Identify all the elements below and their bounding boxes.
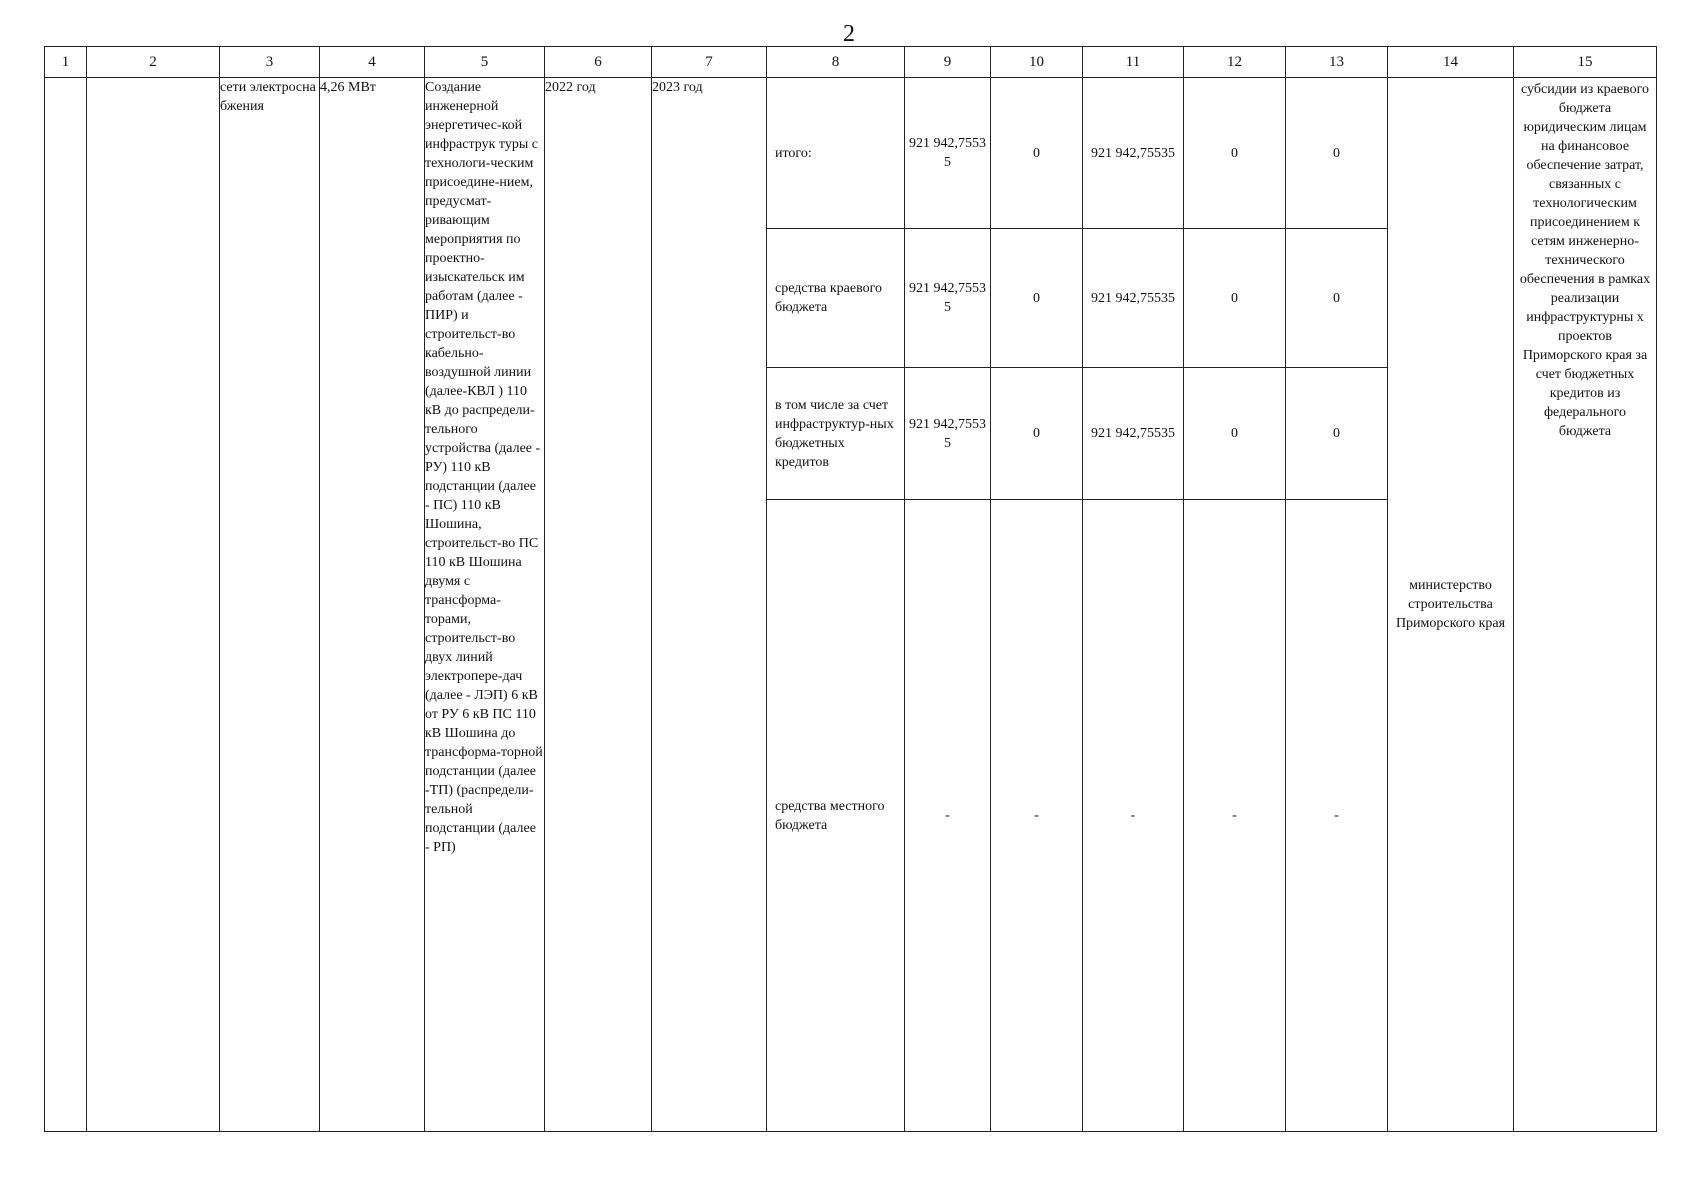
cell-source-label: в том числе за счет инфраструктур-ных бюджетных кредитов xyxy=(767,368,905,500)
cell-col12: 0 xyxy=(1184,229,1286,368)
header-col-4: 4 xyxy=(320,47,425,78)
cell-col10: 0 xyxy=(991,78,1083,229)
cell-col13: 0 xyxy=(1286,78,1388,229)
cell-col13: 0 xyxy=(1286,229,1388,368)
header-row xyxy=(45,47,1657,78)
cell-col12: - xyxy=(1184,500,1286,1132)
cell-col10: 0 xyxy=(991,368,1083,500)
header-col-12: 12 xyxy=(1184,47,1286,78)
cell-col11: 921 942,75535 xyxy=(1083,229,1184,368)
header-col-8: 8 xyxy=(767,47,905,78)
cell-col9: - xyxy=(905,500,991,1132)
cell-col11: 921 942,75535 xyxy=(1083,368,1184,500)
cell-source-label: итого: xyxy=(767,78,905,229)
cell-capacity: 4,26 МВт xyxy=(320,78,425,1132)
header-col-1: 1 xyxy=(45,47,87,78)
cell-source-label: средства местного бюджета xyxy=(767,500,905,1132)
cell-col11: - xyxy=(1083,500,1184,1132)
header-col-13: 13 xyxy=(1286,47,1388,78)
cell-col9: 921 942,7553 5 xyxy=(905,229,991,368)
header-col-15: 15 xyxy=(1514,47,1657,78)
cell-end-year: 2023 год xyxy=(652,78,767,1132)
header-col-3: 3 xyxy=(220,47,320,78)
cell-funding-form: субсидии из краевого бюджета юридическим лицам на финансовое обеспечение затрат, связанных с технологическим присоединением к сетям инженерно-технического обеспечения в рамках реализации инфраструктурны х проектов Приморского края за счет бюджетных кредитов из федерального бюджета xyxy=(1514,78,1657,1132)
cell-col12: 0 xyxy=(1184,368,1286,500)
cell-number xyxy=(45,78,87,1132)
cell-start-year: 2022 год xyxy=(545,78,652,1132)
cell-col12: 0 xyxy=(1184,78,1286,229)
header-col-6: 6 xyxy=(545,47,652,78)
cell-col10: 0 xyxy=(991,229,1083,368)
cell-responsible: министерство строительства Приморского края xyxy=(1388,78,1514,1132)
header-col-14: 14 xyxy=(1388,47,1514,78)
cell-col9: 921 942,7553 5 xyxy=(905,78,991,229)
cell-description: Создание инженерной энергетичес-кой инфраструк туры с технологи-ческим присоедине-нием, предусмат-ривающим мероприятия по проектно-изыскательск им работам (далее - ПИР) и строительст-во кабельно-воздушной линии (далее-КВЛ ) 110 кВ до распредели-тельного устройства (далее - РУ) 110 кВ подстанции (далее - ПС) 110 кВ Шошина, строительст-во ПС 110 кВ Шошина двумя с трансформа-торами, строительст-во двух линий электропере-дач (далее - ЛЭП) 6 кВ от РУ 6 кВ ПС 110 кВ Шошина до трансформа-торной подстанции (далее -ТП) (распредели-тельной подстанции (далее - РП) xyxy=(425,78,545,1132)
cell-col10: - xyxy=(991,500,1083,1132)
header-col-10: 10 xyxy=(991,47,1083,78)
cell-col13: 0 xyxy=(1286,368,1388,500)
cell-col11: 921 942,75535 xyxy=(1083,78,1184,229)
cell-col13: - xyxy=(1286,500,1388,1132)
header-col-11: 11 xyxy=(1083,47,1184,78)
header-col-7: 7 xyxy=(652,47,767,78)
cell-col9: 921 942,7553 5 xyxy=(905,368,991,500)
program-table xyxy=(44,46,1657,1132)
page-number: 2 xyxy=(843,21,855,47)
cell-name xyxy=(87,78,220,1132)
cell-object-type: сети электросна бжения xyxy=(220,78,320,1132)
header-col-2: 2 xyxy=(87,47,220,78)
header-col-5: 5 xyxy=(425,47,545,78)
header-col-9: 9 xyxy=(905,47,991,78)
cell-source-label: средства краевого бюджета xyxy=(767,229,905,368)
table-row xyxy=(45,78,1657,229)
